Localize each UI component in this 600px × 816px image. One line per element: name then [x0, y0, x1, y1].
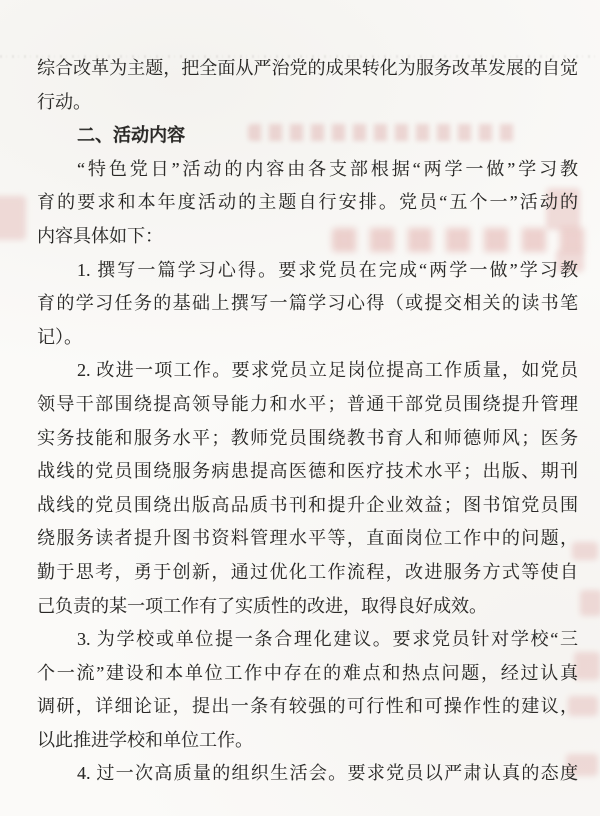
document-body-text — [37, 52, 578, 791]
text-line: 勤于思考，勇于创新，通过优化工作流程，改进服务方式等使自 — [37, 561, 578, 582]
text-line: 个一流”建设和本单位工作中存在的难点和热点问题，经过认真 — [37, 662, 578, 683]
text-line: 内容具体如下： — [37, 225, 163, 246]
text-line: 领导干部围绕提高领导能力和水平；普通干部党员围绕提升管理 — [37, 393, 578, 414]
text-line: 战线的党员围绕出版高品质书刊和提升企业效益；图书馆党员围 — [37, 494, 578, 515]
text-line: 综合改革为主题，把全面从严治党的成果转化为服务改革发展的自觉 — [37, 58, 578, 78]
text-line: 以此推进学校和单位工作。 — [37, 729, 253, 750]
text-line: 己负责的某一项工作有了实质性的改进，取得良好成效。 — [37, 595, 487, 616]
text-line: 3. 为学校或单位提一条合理化建议。要求党员针对学校“三 — [77, 629, 578, 650]
text-line: 绕服务读者提升图书资料管理水平等，直面岗位工作中的问题， — [37, 528, 578, 549]
text-line: 战线的党员围绕服务病患提高医德和医疗技术水平；出版、期刊 — [37, 461, 578, 482]
text-line: 育的要求和本年度活动的主题自行安排。党员“五个一”活动的 — [37, 192, 578, 213]
bleed-through-mark — [580, 590, 600, 616]
text-line: 育的学习任务的基础上撰写一篇学习心得（或提交相关的读书笔 — [37, 293, 578, 314]
text-line: 1. 撰写一篇学习心得。要求党员在完成“两学一做”学习教 — [77, 259, 578, 280]
text-line: 4. 过一次高质量的组织生活会。要求党员以严肃认真的态度 — [77, 763, 578, 784]
text-line: 行动。 — [37, 91, 91, 112]
text-line: 调研，详细论证，提出一条有较强的可行性和可操作性的建议， — [37, 696, 578, 717]
text-line: 实务技能和服务水平；教师党员围绕教书育人和师德师风；医务 — [37, 427, 578, 448]
text-line: “特色党日”活动的内容由各支部根据“两学一做”学习教 — [77, 158, 578, 179]
section-heading: 二、活动内容 — [77, 125, 185, 146]
text-line: 2. 改进一项工作。要求党员立足岗位提高工作质量，如党员 — [77, 360, 578, 381]
text-line: 记）。 — [37, 326, 82, 347]
bleed-through-mark — [0, 196, 26, 240]
